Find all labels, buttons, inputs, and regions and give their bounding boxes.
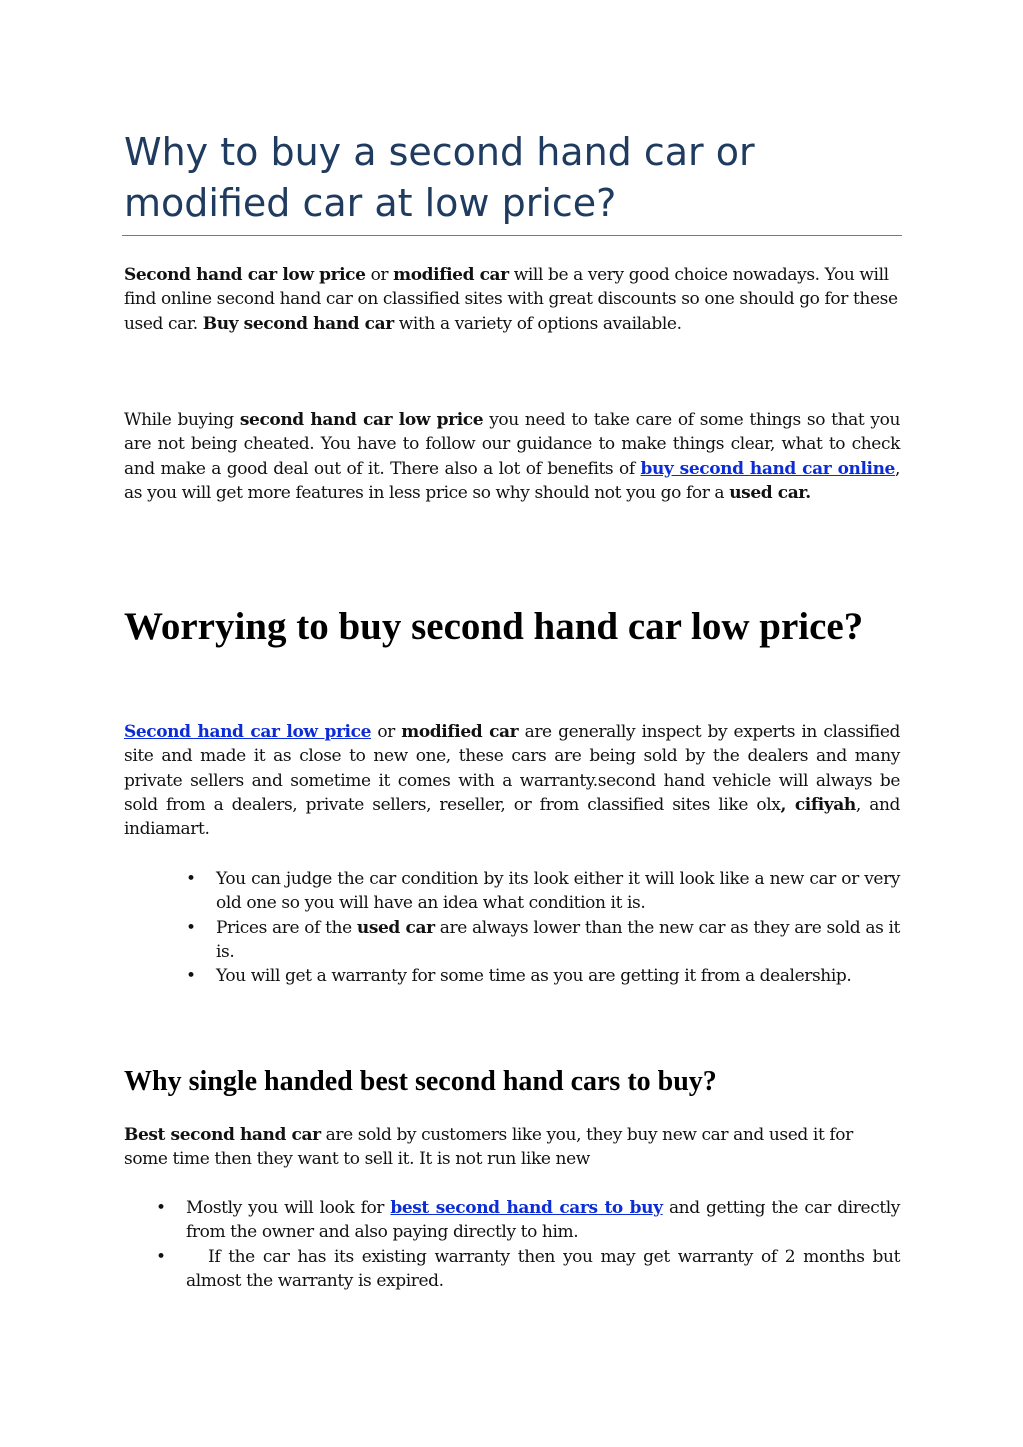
bullet1-item2-text-1: Prices are of the (216, 917, 357, 938)
para2-text-1: While buying (124, 410, 240, 430)
para2-bold-1: second hand car low price (239, 410, 484, 430)
intro-paragraph (124, 263, 900, 336)
bullet-icon: • (156, 1246, 166, 1267)
list-item (156, 1196, 900, 1245)
section-heading-worrying: Worrying to buy second hand car low price? (124, 605, 864, 648)
intro-text-3: with a variety of options available. (393, 313, 682, 334)
para3-bold-1: modified car (401, 722, 519, 742)
title-underline-rule (122, 235, 902, 236)
bullet2-item2-text: If the car has its existing warranty then you may get warranty of 2 months but almost the warranty is expired. (186, 1246, 900, 1291)
list-item (186, 867, 900, 916)
para2-text-3: , as you will get more features in less price so why should not you go for a (124, 458, 900, 503)
bullet1-item2-bold: used car (356, 917, 435, 938)
inspection-paragraph (124, 720, 900, 841)
buying-guidance-paragraph (124, 408, 900, 505)
para3-text-1: or (370, 722, 402, 742)
para3-bold-2: , cifiyah (780, 794, 856, 815)
list-item (156, 1245, 900, 1294)
para2-bold-2: used car. (729, 482, 811, 503)
intro-text-1: or (365, 265, 394, 285)
best-second-hand-cars-to-buy-link[interactable]: best second hand cars to buy (390, 1198, 663, 1218)
bullet1-item3-text: You will get a warranty for some time as you are getting it from a dealership. (216, 966, 852, 987)
bullet-icon: • (186, 917, 196, 938)
bullet1-item1-text: You can judge the car condition by its look either it will look like a new car or very old one so you will have an idea what condition it is. (216, 869, 900, 914)
list-item (186, 964, 900, 988)
para4-bold-1: Best second hand car (124, 1125, 321, 1145)
best-second-hand-paragraph (124, 1123, 900, 1172)
bullet2-item1-text-1: Mostly you will look for (186, 1198, 391, 1218)
section-heading-single-handed: Why single handed best second hand cars to buy? (124, 1066, 717, 1097)
para4-text-1: are sold by customers like you, they buy new car and used it for some time then they want to sell it. It is not run like new (124, 1125, 853, 1170)
benefits-bullet-list (186, 867, 900, 988)
intro-text-2: will be a very good choice nowadays. You will find online second hand car on classified sites with great discounts so one should go for these used car. (124, 265, 898, 334)
para3-text-3: , and indiamart. (124, 794, 901, 840)
bullet2-item1-text-2: and getting the car directly from the owner and also paying directly to him. (186, 1198, 900, 1243)
para2-text-2: you need to take care of some things so that you are not being cheated. You have to follow our guidance to make things clear, what to check and make a good deal out of it. There also a lot of benefits of (124, 410, 900, 479)
second-hand-car-low-price-link[interactable]: Second hand car low price (124, 722, 371, 742)
list-item (186, 916, 900, 965)
para3-text-2: are generally inspect by experts in classified site and made it as close to new one, these cars are being sold by the dealers and many private sellers and sometime it comes with a warranty.second hand vehicle will always be sold from a dealers, private sellers, reseller, or from classified sites like olx (124, 722, 900, 815)
bullet-icon: • (186, 869, 196, 889)
intro-bold-2: modified car (393, 265, 509, 285)
intro-bold-1: Second hand car low price (124, 265, 366, 285)
bullet1-item2-text-2: are always lower than the new car as they are sold as it is. (216, 917, 900, 962)
document-title: Why to buy a second hand car or modified car at low price? (124, 130, 755, 225)
intro-bold-3: Buy second hand car (202, 313, 394, 334)
buy-second-hand-car-online-link[interactable]: buy second hand car online (640, 458, 895, 479)
bullet-icon: • (156, 1198, 166, 1218)
bullet-icon: • (186, 966, 196, 987)
owner-bullet-list (156, 1196, 900, 1293)
